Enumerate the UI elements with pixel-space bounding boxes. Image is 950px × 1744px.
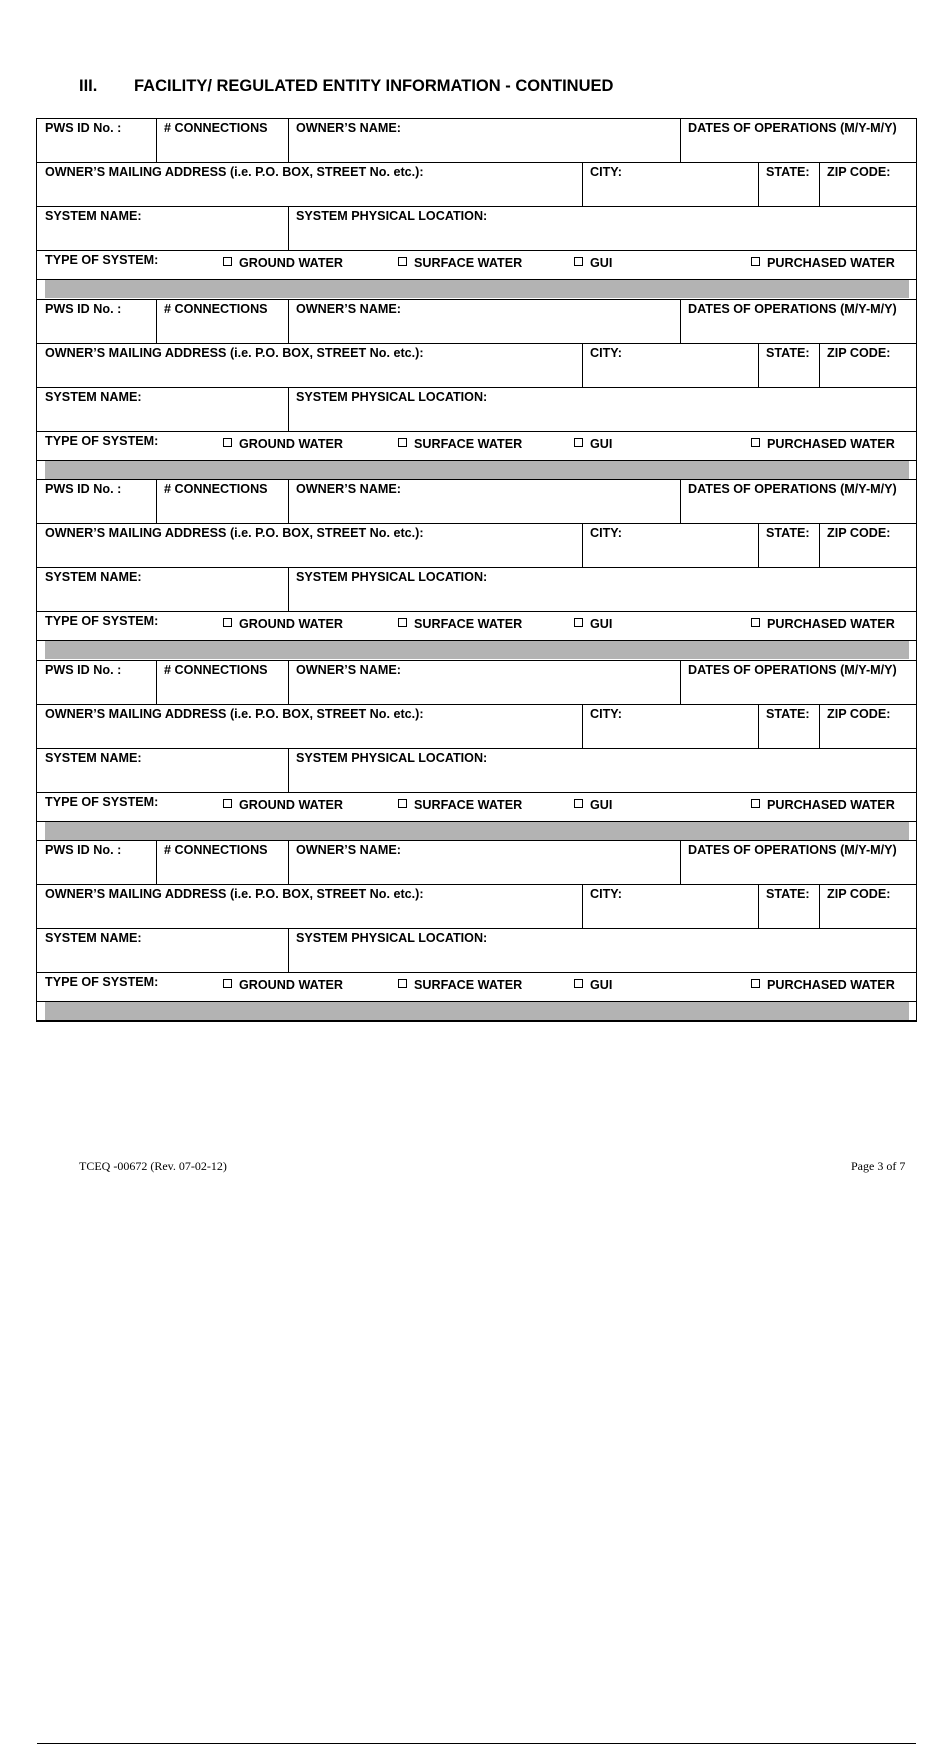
column-divider — [156, 479, 157, 523]
system-type-label: GUI — [590, 617, 613, 631]
dates-of-operations-field-label: DATES OF OPERATIONS (M/Y-M/Y) — [688, 482, 897, 496]
system-type-label: GROUND WATER — [239, 437, 344, 451]
column-divider — [819, 343, 820, 387]
section-separator — [45, 461, 909, 479]
system-type-option[interactable] — [751, 978, 895, 992]
checkbox-icon[interactable] — [574, 438, 583, 447]
owners-name-field-label: OWNER’S NAME: — [296, 121, 401, 135]
system-type-label: GUI — [590, 437, 613, 451]
mailing-address-field-label: OWNER’S MAILING ADDRESS (i.e. P.O. BOX, STREET No. etc.): — [45, 526, 424, 540]
type-of-system-label-label: TYPE OF SYSTEM: — [45, 795, 159, 809]
system-type-option[interactable] — [751, 798, 895, 812]
type-of-system-label — [37, 972, 217, 1001]
form-number: TCEQ -00672 (Rev. 07-02-12) — [79, 1159, 227, 1173]
pws-id-field[interactable] — [37, 118, 156, 162]
zip-code-field[interactable] — [819, 704, 918, 748]
zip-code-field-label: ZIP CODE: — [827, 887, 891, 901]
pws-id-field-label: PWS ID No. : — [45, 302, 122, 316]
checkbox-icon[interactable] — [751, 979, 760, 988]
column-divider — [156, 118, 157, 162]
dates-of-operations-field[interactable] — [680, 840, 918, 884]
city-field[interactable] — [582, 343, 758, 387]
state-field[interactable] — [758, 884, 819, 928]
mailing-address-field[interactable] — [37, 523, 582, 567]
system-type-label: GUI — [590, 798, 613, 812]
checkbox-icon[interactable] — [223, 257, 232, 266]
system-type-option[interactable] — [574, 256, 612, 270]
zip-code-field-label: ZIP CODE: — [827, 526, 891, 540]
column-divider — [288, 928, 289, 972]
system-type-label: SURFACE WATER — [414, 256, 523, 270]
connections-field[interactable] — [156, 840, 288, 884]
column-divider — [288, 660, 289, 704]
checkbox-icon[interactable] — [574, 618, 583, 627]
physical-location-field-label: SYSTEM PHYSICAL LOCATION: — [296, 209, 488, 223]
section-number: III. — [79, 77, 98, 95]
dates-of-operations-field-label: DATES OF OPERATIONS (M/Y-M/Y) — [688, 302, 897, 316]
checkbox-icon[interactable] — [574, 257, 583, 266]
system-type-label: SURFACE WATER — [414, 978, 523, 992]
checkbox-icon[interactable] — [223, 618, 232, 627]
type-of-system-label-label: TYPE OF SYSTEM: — [45, 253, 159, 267]
column-divider — [819, 704, 820, 748]
checkbox-icon[interactable] — [398, 799, 407, 808]
system-type-label: SURFACE WATER — [414, 437, 523, 451]
system-type-label: GROUND WATER — [239, 256, 344, 270]
column-divider — [288, 567, 289, 611]
column-divider — [758, 343, 759, 387]
column-divider — [758, 704, 759, 748]
system-type-label: SURFACE WATER — [414, 617, 523, 631]
city-field[interactable] — [582, 162, 758, 206]
mailing-address-field-label: OWNER’S MAILING ADDRESS (i.e. P.O. BOX, STREET No. etc.): — [45, 165, 424, 179]
type-of-system-label-label: TYPE OF SYSTEM: — [45, 614, 159, 628]
mailing-address-field-label: OWNER’S MAILING ADDRESS (i.e. P.O. BOX, STREET No. etc.): — [45, 887, 424, 901]
city-field-label: CITY: — [590, 526, 622, 540]
connections-field[interactable] — [156, 479, 288, 523]
zip-code-field-label: ZIP CODE: — [827, 165, 891, 179]
system-name-field[interactable] — [37, 206, 288, 250]
system-type-option[interactable] — [574, 978, 612, 992]
column-divider — [288, 840, 289, 884]
pws-id-field[interactable] — [37, 299, 156, 343]
system-type-label: PURCHASED WATER — [767, 978, 895, 992]
column-divider — [680, 660, 681, 704]
system-type-option[interactable] — [223, 256, 343, 270]
column-divider — [819, 162, 820, 206]
system-type-label: PURCHASED WATER — [767, 256, 895, 270]
column-divider — [582, 884, 583, 928]
pws-id-field-label: PWS ID No. : — [45, 843, 122, 857]
checkbox-icon[interactable] — [398, 618, 407, 627]
system-name-field[interactable] — [37, 748, 288, 792]
connections-field[interactable] — [156, 118, 288, 162]
column-divider — [582, 162, 583, 206]
system-type-option[interactable] — [223, 437, 343, 451]
zip-code-field[interactable] — [819, 884, 918, 928]
zip-code-field[interactable] — [819, 343, 918, 387]
type-of-system-label — [37, 431, 217, 460]
mailing-address-field[interactable] — [37, 162, 582, 206]
owners-name-field[interactable] — [288, 479, 680, 523]
owners-name-field[interactable] — [288, 660, 680, 704]
connections-field-label: # CONNECTIONS — [164, 843, 268, 857]
mailing-address-field[interactable] — [37, 343, 582, 387]
system-type-label: GROUND WATER — [239, 978, 344, 992]
column-divider — [582, 343, 583, 387]
page-number: Page 3 of 7 — [851, 1159, 906, 1173]
system-type-option[interactable] — [223, 617, 343, 631]
state-field[interactable] — [758, 162, 819, 206]
checkbox-icon[interactable] — [751, 257, 760, 266]
mailing-address-field[interactable] — [37, 884, 582, 928]
dates-of-operations-field[interactable] — [680, 660, 918, 704]
system-type-option[interactable] — [398, 978, 522, 992]
owners-name-field-label: OWNER’S NAME: — [296, 843, 401, 857]
section-separator — [45, 822, 909, 840]
system-type-label: GROUND WATER — [239, 798, 344, 812]
system-type-option[interactable] — [398, 798, 522, 812]
system-type-label: GROUND WATER — [239, 617, 344, 631]
system-type-option[interactable] — [751, 256, 895, 270]
system-type-option[interactable] — [574, 437, 612, 451]
pws-id-field[interactable] — [37, 840, 156, 884]
system-name-field[interactable] — [37, 928, 288, 972]
system-type-option[interactable] — [223, 798, 343, 812]
column-divider — [680, 299, 681, 343]
physical-location-field[interactable] — [288, 206, 918, 250]
pws-id-field-label: PWS ID No. : — [45, 121, 122, 135]
connections-field-label: # CONNECTIONS — [164, 482, 268, 496]
physical-location-field-label: SYSTEM PHYSICAL LOCATION: — [296, 570, 488, 584]
column-divider — [288, 118, 289, 162]
type-of-system-label — [37, 792, 217, 821]
system-name-field[interactable] — [37, 567, 288, 611]
physical-location-field-label: SYSTEM PHYSICAL LOCATION: — [296, 751, 488, 765]
section-separator — [45, 1002, 909, 1020]
physical-location-field[interactable] — [288, 748, 918, 792]
checkbox-icon[interactable] — [223, 438, 232, 447]
section-separator — [45, 641, 909, 659]
form-bottom-border — [37, 1021, 916, 1022]
checkbox-icon[interactable] — [223, 979, 232, 988]
column-divider — [288, 299, 289, 343]
owners-name-field-label: OWNER’S NAME: — [296, 302, 401, 316]
owners-name-field[interactable] — [288, 299, 680, 343]
system-type-option[interactable] — [751, 437, 895, 451]
section-heading — [79, 77, 613, 96]
system-type-label: PURCHASED WATER — [767, 437, 895, 451]
system-type-option[interactable] — [751, 617, 895, 631]
zip-code-field-label: ZIP CODE: — [827, 707, 891, 721]
state-field-label: STATE: — [766, 165, 810, 179]
system-name-field-label: SYSTEM NAME: — [45, 570, 142, 584]
checkbox-icon[interactable] — [398, 979, 407, 988]
mailing-address-field[interactable] — [37, 704, 582, 748]
physical-location-field-label: SYSTEM PHYSICAL LOCATION: — [296, 390, 488, 404]
column-divider — [680, 840, 681, 884]
physical-location-field[interactable] — [288, 567, 918, 611]
dates-of-operations-field[interactable] — [680, 299, 918, 343]
dates-of-operations-field-label: DATES OF OPERATIONS (M/Y-M/Y) — [688, 121, 897, 135]
zip-code-field[interactable] — [819, 162, 918, 206]
column-divider — [582, 704, 583, 748]
system-type-label: GUI — [590, 978, 613, 992]
system-type-label: GUI — [590, 256, 613, 270]
system-type-option[interactable] — [398, 256, 522, 270]
column-divider — [288, 206, 289, 250]
dates-of-operations-field-label: DATES OF OPERATIONS (M/Y-M/Y) — [688, 663, 897, 677]
pws-id-field[interactable] — [37, 479, 156, 523]
system-type-label: SURFACE WATER — [414, 798, 523, 812]
system-type-option[interactable] — [398, 437, 522, 451]
column-divider — [156, 660, 157, 704]
facility-info-form — [36, 118, 917, 1022]
type-of-system-label-label: TYPE OF SYSTEM: — [45, 975, 159, 989]
connections-field-label: # CONNECTIONS — [164, 663, 268, 677]
city-field[interactable] — [582, 704, 758, 748]
state-field[interactable] — [758, 523, 819, 567]
connections-field[interactable] — [156, 660, 288, 704]
owners-name-field[interactable] — [288, 840, 680, 884]
system-name-field-label: SYSTEM NAME: — [45, 209, 142, 223]
mailing-address-field-label: OWNER’S MAILING ADDRESS (i.e. P.O. BOX, STREET No. etc.): — [45, 346, 424, 360]
system-type-label: PURCHASED WATER — [767, 798, 895, 812]
column-divider — [680, 479, 681, 523]
checkbox-icon[interactable] — [574, 979, 583, 988]
column-divider — [680, 118, 681, 162]
column-divider — [758, 523, 759, 567]
dates-of-operations-field[interactable] — [680, 118, 918, 162]
state-field[interactable] — [758, 343, 819, 387]
type-of-system-label — [37, 611, 217, 640]
state-field[interactable] — [758, 704, 819, 748]
checkbox-icon[interactable] — [751, 799, 760, 808]
city-field-label: CITY: — [590, 165, 622, 179]
dates-of-operations-field-label: DATES OF OPERATIONS (M/Y-M/Y) — [688, 843, 897, 857]
checkbox-icon[interactable] — [398, 438, 407, 447]
system-type-option[interactable] — [574, 617, 612, 631]
mailing-address-field-label: OWNER’S MAILING ADDRESS (i.e. P.O. BOX, STREET No. etc.): — [45, 707, 424, 721]
system-type-option[interactable] — [574, 798, 612, 812]
column-divider — [819, 523, 820, 567]
column-divider — [156, 299, 157, 343]
column-divider — [288, 387, 289, 431]
state-field-label: STATE: — [766, 346, 810, 360]
section-title: FACILITY/ REGULATED ENTITY INFORMATION - CONTINUED — [134, 77, 614, 95]
city-field-label: CITY: — [590, 346, 622, 360]
column-divider — [819, 884, 820, 928]
column-divider — [582, 523, 583, 567]
connections-field[interactable] — [156, 299, 288, 343]
city-field[interactable] — [582, 523, 758, 567]
dates-of-operations-field[interactable] — [680, 479, 918, 523]
column-divider — [758, 884, 759, 928]
system-name-field-label: SYSTEM NAME: — [45, 390, 142, 404]
system-type-option[interactable] — [398, 617, 522, 631]
system-name-field-label: SYSTEM NAME: — [45, 931, 142, 945]
zip-code-field-label: ZIP CODE: — [827, 346, 891, 360]
column-divider — [758, 162, 759, 206]
checkbox-icon[interactable] — [574, 799, 583, 808]
checkbox-icon[interactable] — [223, 799, 232, 808]
state-field-label: STATE: — [766, 707, 810, 721]
checkbox-icon[interactable] — [751, 618, 760, 627]
checkbox-icon[interactable] — [398, 257, 407, 266]
pws-id-field-label: PWS ID No. : — [45, 482, 122, 496]
physical-location-field[interactable] — [288, 387, 918, 431]
pws-id-field[interactable] — [37, 660, 156, 704]
column-divider — [288, 748, 289, 792]
type-of-system-label — [37, 250, 217, 279]
connections-field-label: # CONNECTIONS — [164, 302, 268, 316]
city-field-label: CITY: — [590, 887, 622, 901]
physical-location-field-label: SYSTEM PHYSICAL LOCATION: — [296, 931, 488, 945]
section-separator — [45, 280, 909, 298]
state-field-label: STATE: — [766, 526, 810, 540]
type-of-system-label-label: TYPE OF SYSTEM: — [45, 434, 159, 448]
owners-name-field[interactable] — [288, 118, 680, 162]
system-name-field-label: SYSTEM NAME: — [45, 751, 142, 765]
pws-id-field-label: PWS ID No. : — [45, 663, 122, 677]
state-field-label: STATE: — [766, 887, 810, 901]
owners-name-field-label: OWNER’S NAME: — [296, 482, 401, 496]
column-divider — [156, 840, 157, 884]
connections-field-label: # CONNECTIONS — [164, 121, 268, 135]
system-type-option[interactable] — [223, 978, 343, 992]
physical-location-field[interactable] — [288, 928, 918, 972]
zip-code-field[interactable] — [819, 523, 918, 567]
system-name-field[interactable] — [37, 387, 288, 431]
system-type-label: PURCHASED WATER — [767, 617, 895, 631]
owners-name-field-label: OWNER’S NAME: — [296, 663, 401, 677]
city-field[interactable] — [582, 884, 758, 928]
column-divider — [288, 479, 289, 523]
checkbox-icon[interactable] — [751, 438, 760, 447]
city-field-label: CITY: — [590, 707, 622, 721]
